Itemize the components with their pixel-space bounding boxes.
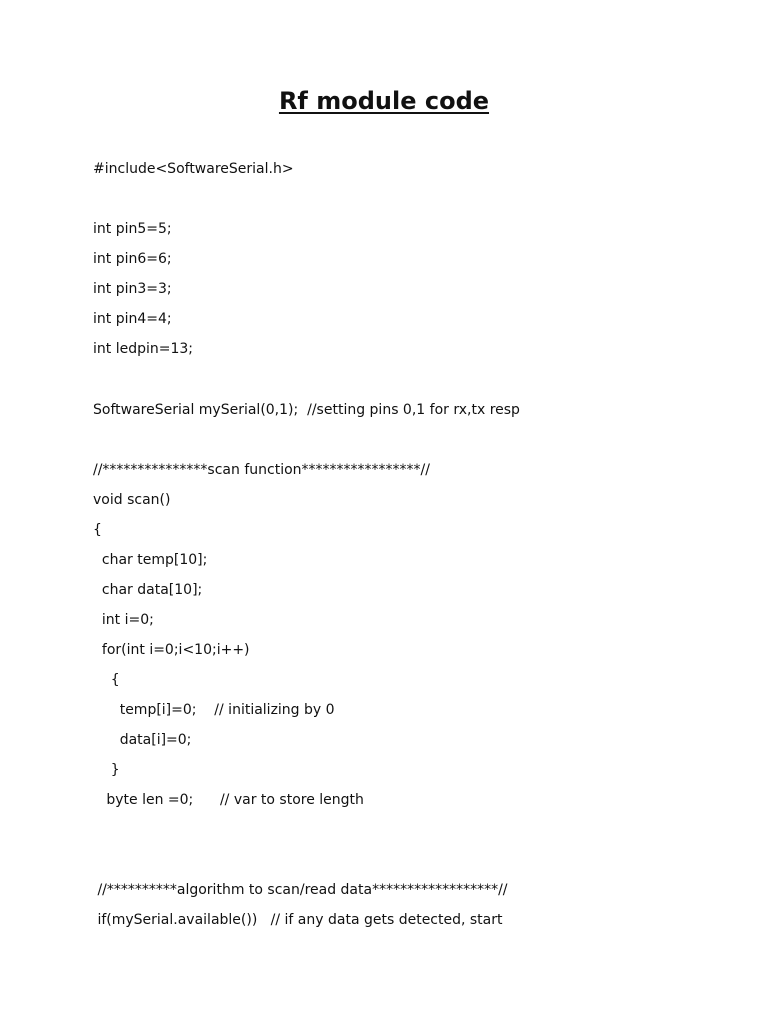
code-line-scan-comment: //***************scan function*****************// <box>93 462 430 478</box>
code-line-software-serial: SoftwareSerial mySerial(0,1); //setting pins 0,1 for rx,tx resp <box>93 402 520 418</box>
document-title: Rf module code <box>278 87 490 115</box>
code-line-data-init: data[i]=0; <box>93 732 192 748</box>
code-line-pin6: int pin6=6; <box>93 251 172 267</box>
code-line-for-loop: for(int i=0;i<10;i++) <box>93 642 250 658</box>
code-line-char-data: char data[10]; <box>93 582 203 598</box>
code-line-pin5: int pin5=5; <box>93 221 172 237</box>
code-line-loop-open-brace: { <box>93 672 120 688</box>
code-line-loop-close-brace: } <box>93 762 120 778</box>
code-line-ledpin: int ledpin=13; <box>93 341 194 357</box>
code-line-pin3: int pin3=3; <box>93 281 172 297</box>
code-line-int-i: int i=0; <box>93 612 154 628</box>
code-line-if-available: if(mySerial.available()) // if any data gets detected, start <box>93 912 503 928</box>
code-line-byte-len: byte len =0; // var to store length <box>93 792 364 808</box>
code-line-include: #include<SoftwareSerial.h> <box>93 161 294 177</box>
code-line-pin4: int pin4=4; <box>93 311 172 327</box>
code-line-void-scan: void scan() <box>93 492 171 508</box>
code-line-open-brace: { <box>93 522 102 538</box>
code-line-temp-init: temp[i]=0; // initializing by 0 <box>93 702 335 718</box>
code-line-algorithm-comment: //**********algorithm to scan/read data******************// <box>93 882 508 898</box>
code-line-char-temp: char temp[10]; <box>93 552 208 568</box>
